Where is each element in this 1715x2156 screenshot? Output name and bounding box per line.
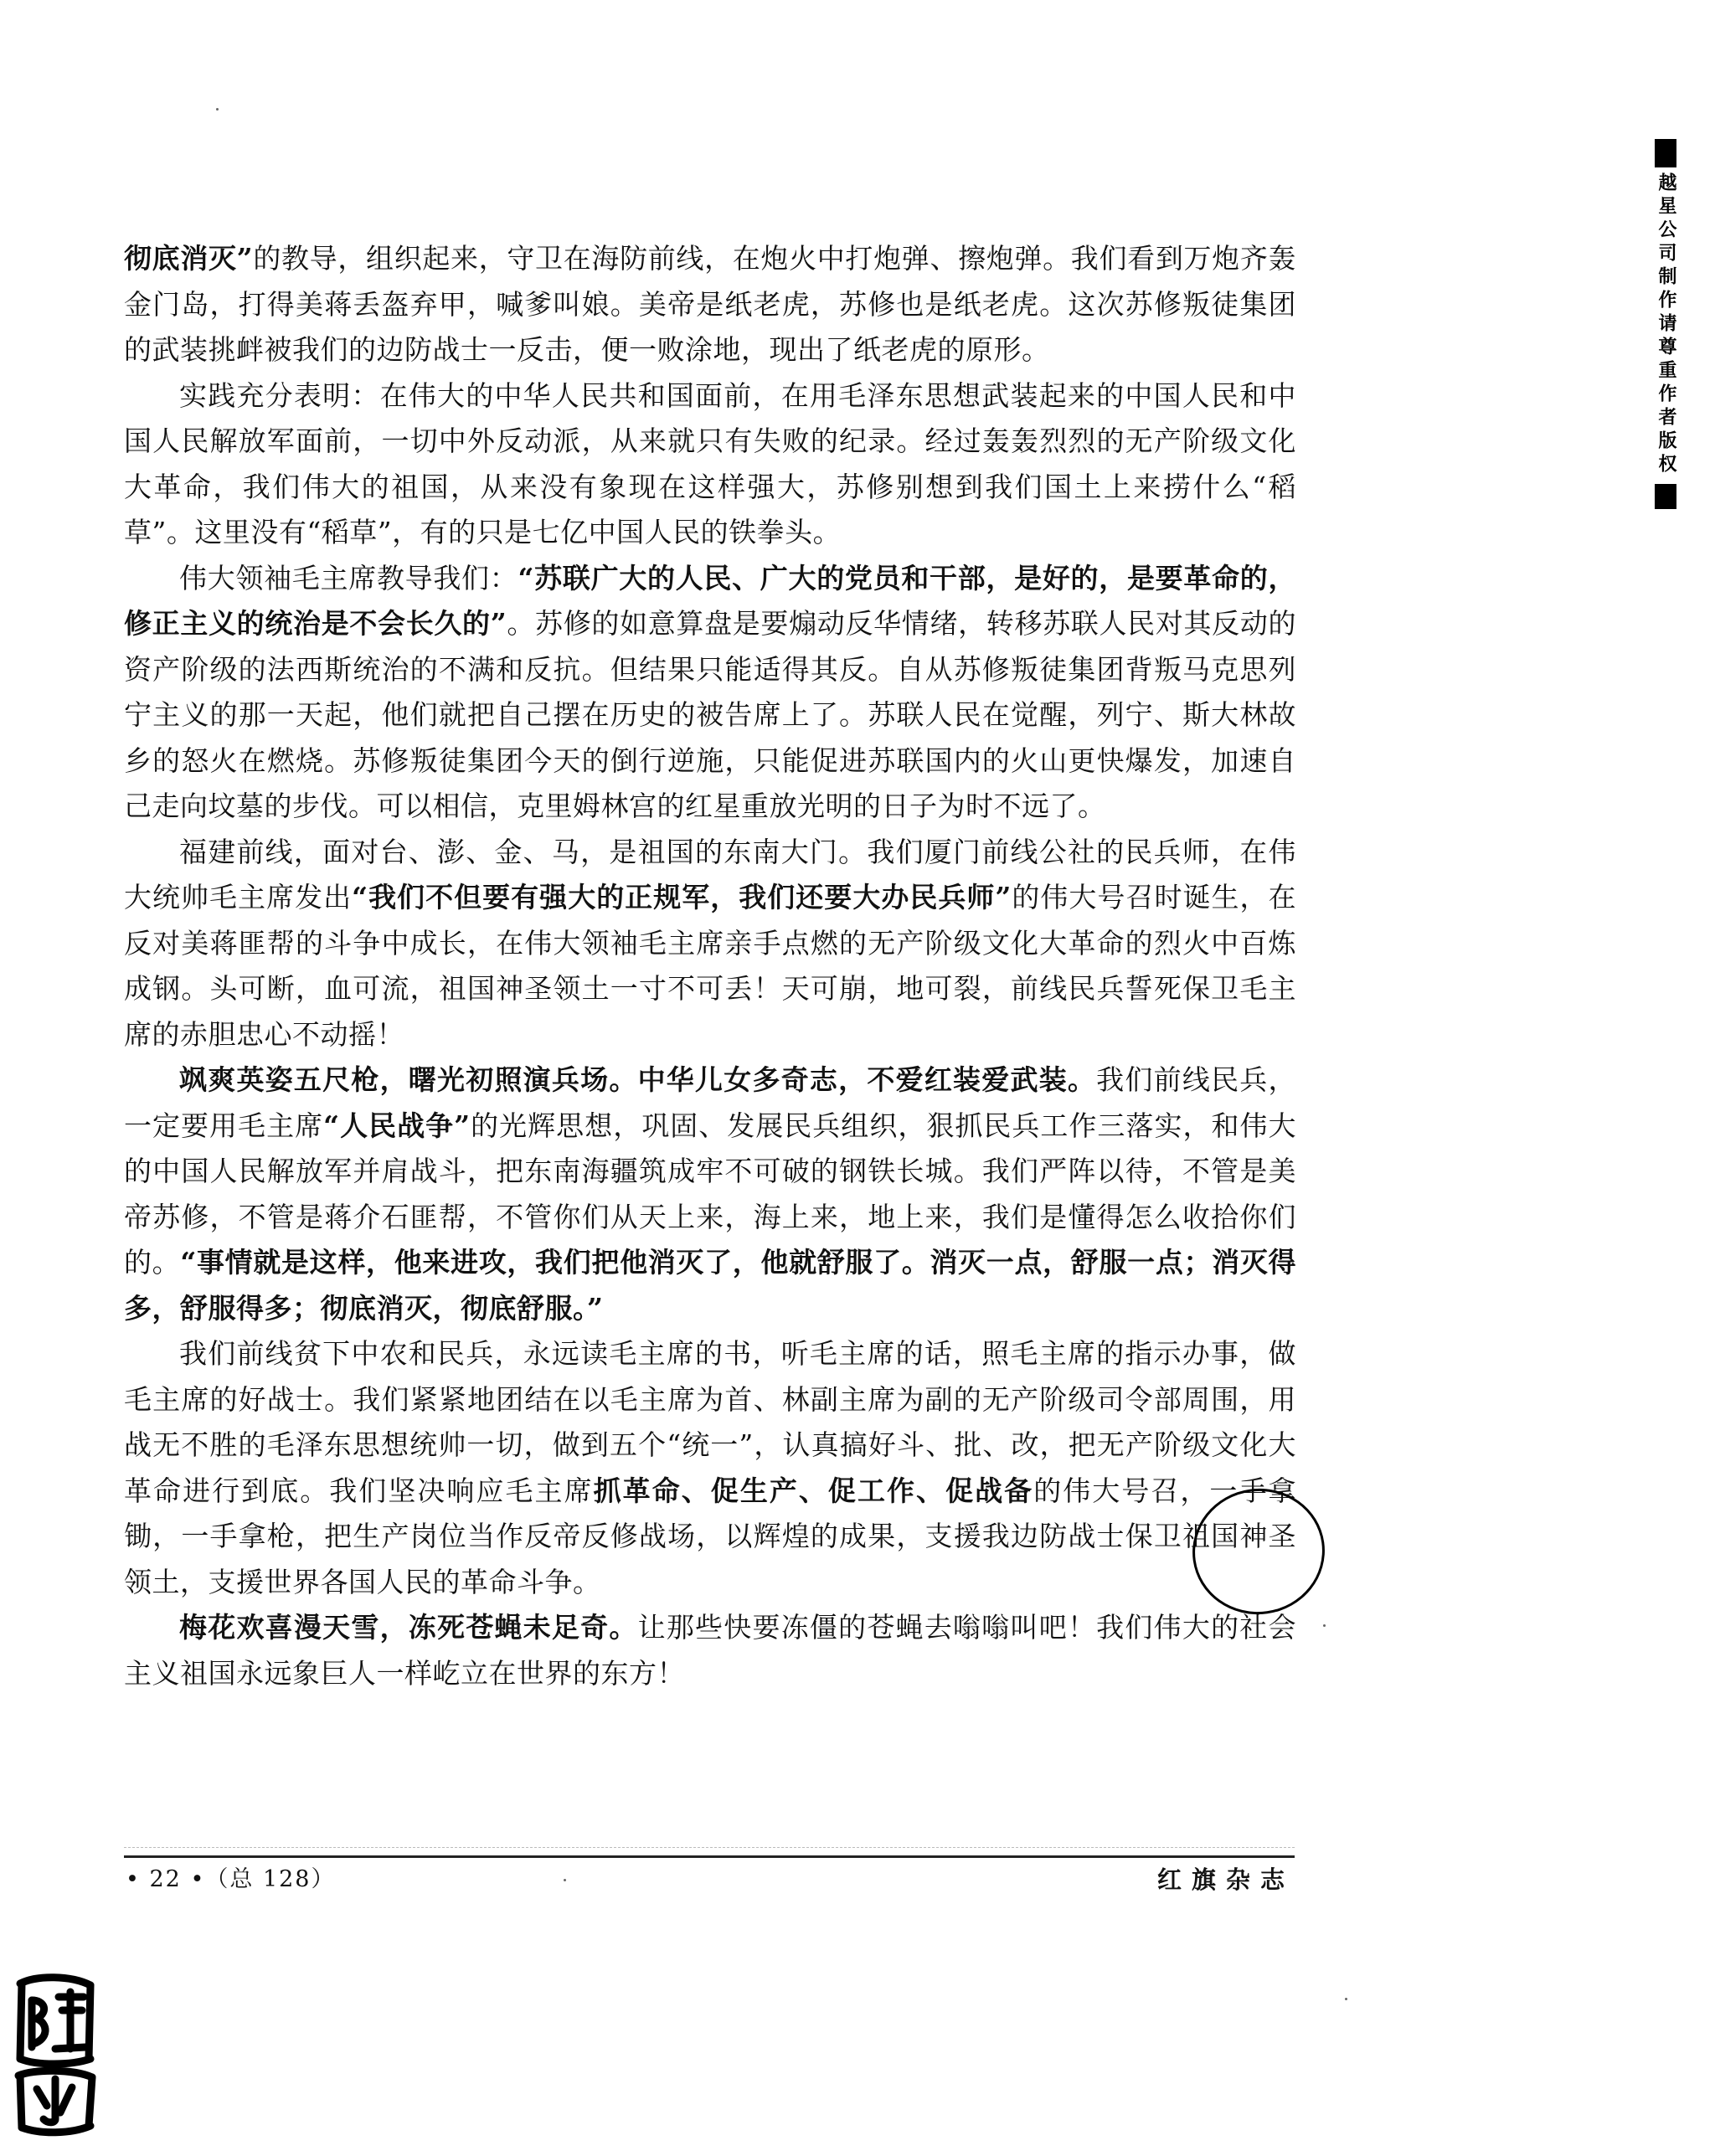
copyright-side-mark xyxy=(1655,139,1676,509)
paragraph-text: 福建前线，面对台、澎、金、马，是祖国的东南大门。我们厦门前线公社的民兵师，在伟大统帅毛主席发出 xyxy=(124,835,1296,913)
paragraph-text: 的伟大号召时诞生，在反对美蒋匪帮的斗争中成长，在伟大领袖毛主席亲手点燃的无产阶级文化大革命的烈火中百炼成钢。头可断，血可流，祖国神圣领土一寸不可丢！天可崩，地可裂，前线民兵誓死保卫毛主席的赤胆忠心不动摇！ xyxy=(124,881,1297,1051)
journal-name: 红旗杂志 xyxy=(1156,1865,1295,1894)
paragraph-4 xyxy=(124,830,1296,1058)
paragraph-text: 我们前线贫下中农和民兵，永远读毛主席的书，听毛主席的话，照毛主席的指示办事，做毛主席的好战士。我们紧紧地团结在以毛主席为首、林副主席为副的无产阶级司令部周围，用战无不胜的毛泽东思想统帅一切，做到五个“统一”，认真搞好斗、批、改，把无产阶级文化大革命进行到底。我们坚决响应毛主席 xyxy=(124,1337,1296,1507)
poem-bold: 梅花欢喜漫天雪，冻死苍蝇未足奇。 xyxy=(179,1611,638,1644)
page-number: • 22 •（总 128） xyxy=(126,1866,336,1892)
paragraph-7 xyxy=(124,1605,1296,1696)
paragraph-text: 伟大领袖毛主席教导我们： xyxy=(179,561,518,594)
seal-stamp xyxy=(12,1972,99,2138)
scan-speck xyxy=(1323,1624,1326,1627)
footer-rule xyxy=(124,1855,1295,1858)
footer-dashed-rule xyxy=(124,1847,1295,1848)
quote-bold: “苏联广大的人民、广大的党员和干部，是好的，是要革命的，修正主义的统治是不会长久的” xyxy=(124,561,1296,640)
paragraph-5 xyxy=(124,1057,1296,1331)
quote-bold: “人民战争” xyxy=(323,1109,471,1142)
paragraph-text: 的光辉思想，巩固、发展民兵组织，狠抓民兵工作三落实，和伟大的中国人民解放军并肩战斗，把东南海疆筑成牢不可破的钢铁长城。我们严阵以待，不管是美帝苏修，不管是蒋介石匪帮，不管你们从天上来，海上来，地上来，我们是懂得怎么收拾你们的。 xyxy=(124,1109,1297,1279)
poem-bold: 飒爽英姿五尺枪，曙光初照演兵场。中华儿女多奇志，不爱红装爱武装。 xyxy=(179,1063,1097,1096)
quote-bold: “我们不但要有强大的正规军，我们还要大办民兵师” xyxy=(352,881,1012,913)
article-body xyxy=(124,236,1296,1696)
paragraph-text: 的教导，组织起来，守卫在海防前线，在炮火中打炮弹、擦炮弹。我们看到万炮齐轰金门岛，打得美蒋丢盔弃甲，喊爹叫娘。美帝是纸老虎，苏修也是纸老虎。这次苏修叛徒集团的武装挑衅被我们的边防战士一反击，便一败涂地，现出了纸老虎的原形。 xyxy=(124,242,1297,366)
side-mark-bar-top xyxy=(1655,139,1676,167)
paragraph-3 xyxy=(124,556,1296,830)
quote-bold: 抓革命、促生产、促工作、促战备 xyxy=(593,1474,1034,1507)
paragraph-text: 。苏修的如意算盘是要煽动反华情绪，转移苏联人民对其反动的资产阶级的法西斯统治的不满和反抗。但结果只能适得其反。自从苏修叛徒集团背叛马克思列宁主义的那一天起，他们就把自己摆在历史的被告席上了。苏联人民在觉醒，列宁、斯大林故乡的怒火在燃烧。苏修叛徒集团今天的倒行逆施，只能促进苏联国内的火山更快爆发，加速自己走向坟墓的步伐。可以相信，克里姆林宫的红星重放光明的日子为时不远了。 xyxy=(124,607,1297,822)
quote-bold: “事情就是这样，他来进攻，我们把他消灭了，他就舒服了。消灭一点，舒服一点；消灭得多，舒服得多；彻底消灭，彻底舒服。” xyxy=(124,1246,1296,1325)
paragraph-2: 实践充分表明：在伟大的中华人民共和国面前，在用毛泽东思想武装起来的中国人民和中国人民解放军面前，一切中外反动派，从来就只有失败的纪录。经过轰轰烈烈的无产阶级文化大革命，我们伟大的祖国，从来没有象现在这样强大，苏修别想到我们国土上来捞什么“稻草”。这里没有“稻草”，有的只是七亿中国人民的铁拳头。 xyxy=(124,378,1296,548)
paragraph-text: 的伟大号召，一手拿锄，一手拿枪，把生产岗位当作反帝反修战场，以辉煌的成果，支援我边防战士保卫祖国神圣领土，支援世界各国人民的革命斗争。 xyxy=(124,1474,1297,1598)
paragraph-text: 让那些快要冻僵的苍蝇去嗡嗡叫吧！我们伟大的社会主义祖国永远象巨人一样屹立在世界的东方！ xyxy=(124,1611,1297,1690)
scan-speck xyxy=(1345,1998,1347,2000)
quote-bold: 彻底消灭” xyxy=(124,242,254,275)
scan-speck xyxy=(564,1879,566,1881)
paragraph-6 xyxy=(124,1331,1296,1605)
paragraph-1 xyxy=(124,236,1296,373)
copyright-vertical-text: 越星公司制作请尊重作者版权 xyxy=(1656,172,1676,477)
side-mark-bar-bottom xyxy=(1655,484,1676,509)
paragraph-text: 我们前线民兵，一定要用毛主席 xyxy=(124,1063,1297,1142)
scan-speck xyxy=(216,108,219,111)
